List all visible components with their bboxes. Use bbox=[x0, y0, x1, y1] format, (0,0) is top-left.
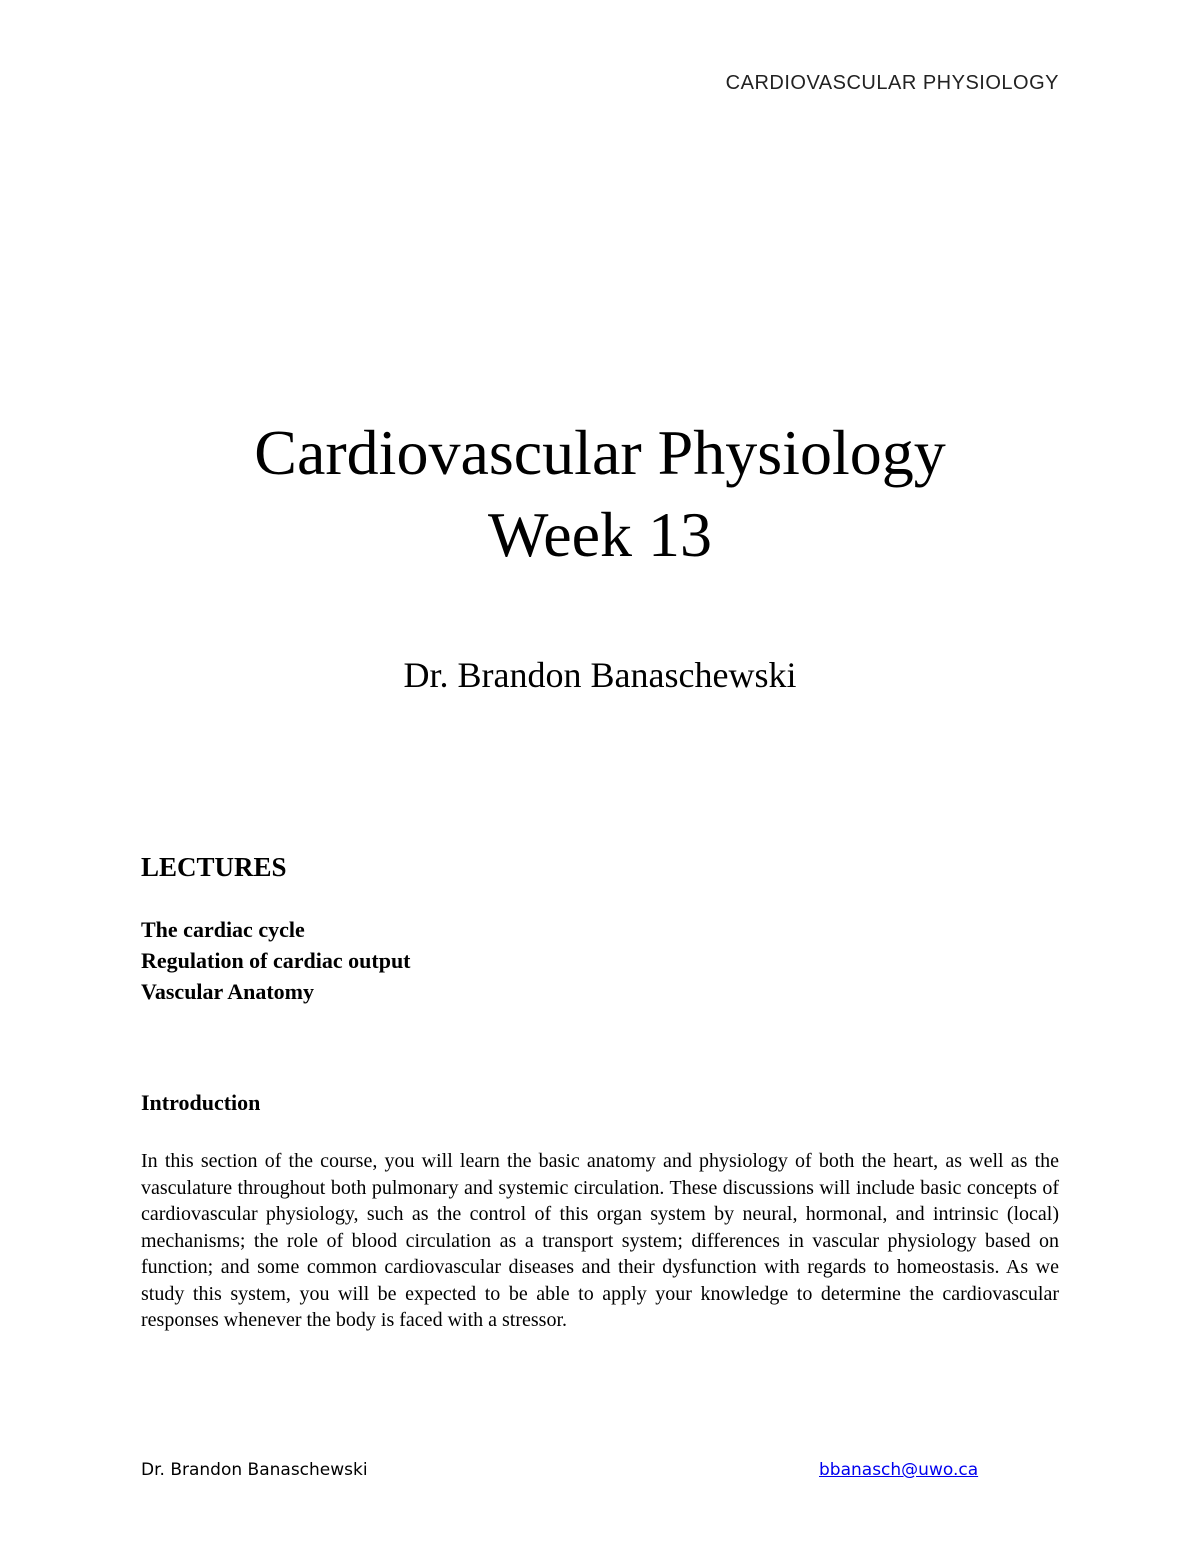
document-subtitle: Week 13 bbox=[487, 499, 713, 570]
lecture-item: Vascular Anatomy bbox=[141, 979, 314, 1004]
introduction-paragraph: In this section of the course, you will learn the basic anatomy and physiology of both the heart, as well as the vasculature throughout both pulmonary and systemic circulation. These discussions will include basic concepts of cardiovascular physiology, such as the control of this organ system by neural, hormonal, and intrinsic (local) mechanisms; the role of blood circulation as a transport system; differences in vascular physiology based on function; and some common cardiovascular diseases and their dysfunction with regards to homeostasis. As we study this system, you will be expected to be able to apply your knowledge to determine the cardiovascular responses whenever the body is faced with a stressor. bbox=[141, 1150, 1059, 1331]
footer-email-link[interactable]: bbanasch@uwo.ca bbox=[819, 1460, 979, 1480]
footer-author: Dr. Brandon Banaschewski bbox=[141, 1460, 368, 1480]
running-header: CARDIOVASCULAR PHYSIOLOGY bbox=[725, 72, 1059, 94]
document-title: Cardiovascular Physiology bbox=[254, 417, 946, 488]
lecture-item: The cardiac cycle bbox=[141, 917, 305, 942]
document-author: Dr. Brandon Banaschewski bbox=[403, 655, 797, 695]
lectures-heading: LECTURES bbox=[141, 852, 287, 882]
introduction-heading: Introduction bbox=[141, 1090, 261, 1115]
lecture-item: Regulation of cardiac output bbox=[141, 948, 411, 973]
lecture-list bbox=[141, 914, 411, 1007]
title-block bbox=[0, 412, 1200, 576]
